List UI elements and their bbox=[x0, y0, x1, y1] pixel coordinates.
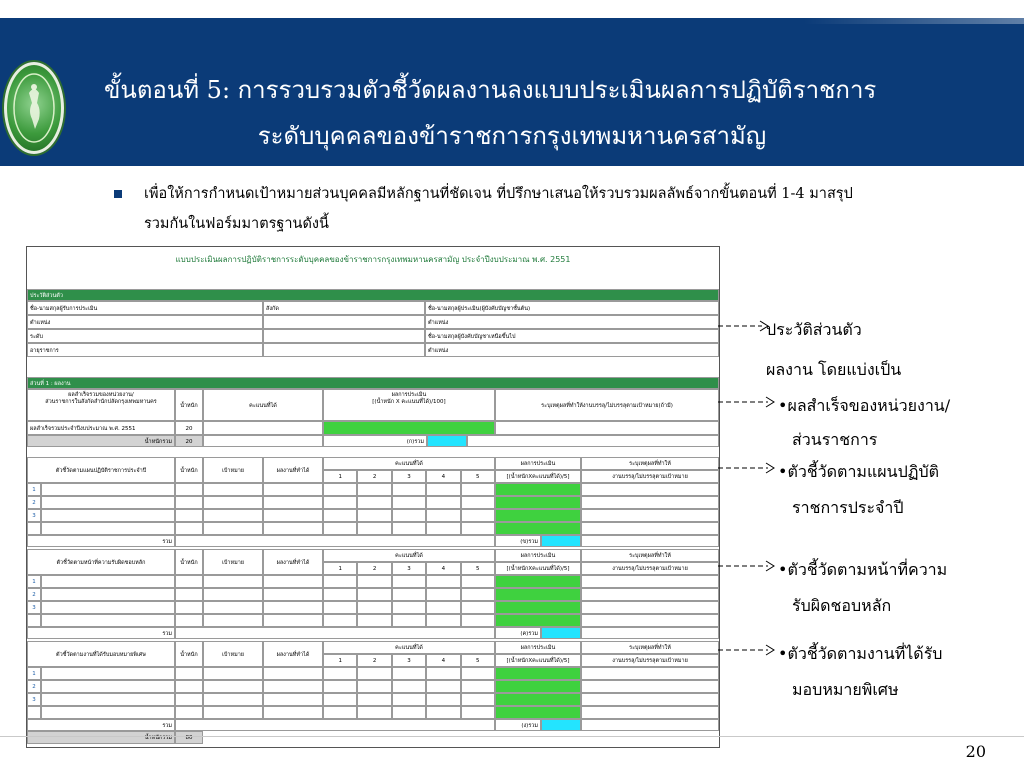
annotation-special-assign-2: มอบหมายพิเศษ bbox=[792, 680, 899, 699]
section-row-result bbox=[263, 496, 323, 509]
section-row-level bbox=[461, 693, 495, 706]
part1-result-header: ผลการประเมิน [(น้ำหนัก X คะแนนที่ได้)/100] bbox=[323, 389, 495, 421]
part1-reason-header: ระบุเหตุผลที่ทำให้งานบรรลุ/ไม่บรรลุตามเป้าหมาย(ถ้ามี) bbox=[495, 389, 719, 421]
section-row-reason bbox=[581, 693, 719, 706]
section-level-header: 3 bbox=[392, 654, 426, 667]
section-row-level bbox=[392, 706, 426, 719]
section-row-number: 1 bbox=[27, 667, 41, 680]
annotation-org-result: •ผลสำเร็จของหน่วยงาน/ bbox=[778, 396, 951, 415]
slide-title-line-2: ระดับบุคคลของข้าราชการกรุงเทพมหานครสามัญ bbox=[257, 122, 767, 150]
personal-right-label: ชื่อ-นามสกุลผู้ประเมิน(ผู้บังคับบัญชาชั้นต้น) bbox=[425, 301, 719, 315]
section-level-header: 2 bbox=[357, 470, 391, 483]
section-name-header: ตัวชี้วัดตามหน้าที่ความรับผิดชอบหลัก bbox=[27, 549, 175, 575]
section-row-level bbox=[323, 483, 357, 496]
section-sum-blank bbox=[175, 627, 495, 639]
section-row-target bbox=[203, 588, 263, 601]
section-row-level bbox=[426, 496, 460, 509]
annotation-personal: ประวัติส่วนตัว bbox=[766, 320, 862, 339]
section-row-reason bbox=[581, 509, 719, 522]
section-row-level bbox=[426, 680, 460, 693]
section-row-level bbox=[323, 693, 357, 706]
personal-mid-cell bbox=[263, 315, 425, 329]
section-target-header: เป้าหมาย bbox=[203, 549, 263, 575]
section-row-level bbox=[323, 614, 357, 627]
section-row-reason bbox=[581, 588, 719, 601]
section-level-header: 4 bbox=[426, 654, 460, 667]
section-level-header: 5 bbox=[461, 654, 495, 667]
section-sum-reason bbox=[581, 627, 719, 639]
section-reason-subheader: งานบรรลุ/ไม่บรรลุตามเป้าหมาย bbox=[581, 470, 719, 483]
part1-band: ส่วนที่ 1 : ผลงาน bbox=[27, 377, 719, 389]
section-row-weight bbox=[175, 614, 203, 627]
section-row-level bbox=[426, 706, 460, 719]
section-row-number bbox=[27, 522, 41, 535]
annotation-performance: ผลงาน โดยแบ่งเป็น bbox=[766, 360, 902, 379]
section-sum-reason bbox=[581, 719, 719, 731]
personal-mid-cell bbox=[263, 343, 425, 357]
section-row-level bbox=[392, 614, 426, 627]
section-subtotal-value bbox=[541, 719, 581, 731]
section-row-level bbox=[461, 667, 495, 680]
section-level-header: 4 bbox=[426, 562, 460, 575]
section-subtotal-value bbox=[541, 535, 581, 547]
section-row-result bbox=[263, 614, 323, 627]
personal-right-label: ตำแหน่ง bbox=[425, 315, 719, 329]
part1-org-header: ผลสำเร็จรวมของหน่วยงาน/ ส่วนราชการในสังกัดสำนักปลัดกรุงเทพมหานคร bbox=[27, 389, 175, 421]
section-level-header: 2 bbox=[357, 562, 391, 575]
section-weight-header: น้ำหนัก bbox=[175, 457, 203, 483]
section-subtotal-label: (ค)รวม bbox=[495, 627, 541, 639]
section-row-eval bbox=[495, 680, 581, 693]
section-row-weight bbox=[175, 601, 203, 614]
section-weight-header: น้ำหนัก bbox=[175, 549, 203, 575]
intro-text-line-2: รวมกันในฟอร์มมาตรฐานดังนี้ bbox=[144, 216, 329, 232]
section-row-level bbox=[461, 509, 495, 522]
square-bullet-icon bbox=[114, 190, 122, 198]
section-row-name bbox=[41, 614, 175, 627]
footer-divider bbox=[0, 736, 1024, 737]
banner-highlight bbox=[804, 18, 1024, 24]
section-reason-subheader: งานบรรลุ/ไม่บรรลุตามเป้าหมาย bbox=[581, 562, 719, 575]
section-row-eval bbox=[495, 496, 581, 509]
section-row-reason bbox=[581, 601, 719, 614]
final-total-label: น้ำหนักรวม bbox=[27, 731, 175, 744]
arrow-icon bbox=[718, 558, 776, 574]
section-row-level bbox=[323, 667, 357, 680]
personal-right-label: ตำแหน่ง bbox=[425, 343, 719, 357]
section-row-reason bbox=[581, 667, 719, 680]
section-row-level bbox=[392, 588, 426, 601]
section-row-result bbox=[263, 575, 323, 588]
section-result-header: ผลงานที่ทำได้ bbox=[263, 457, 323, 483]
section-eval-formula: [(น้ำหนักXคะแนนที่ได้)/5] bbox=[495, 654, 581, 667]
section-row-level bbox=[426, 522, 460, 535]
section-eval-header: ผลการประเมิน bbox=[495, 549, 581, 562]
section-row-level bbox=[323, 588, 357, 601]
section-row-target bbox=[203, 706, 263, 719]
personal-left-label: ตำแหน่ง bbox=[27, 315, 263, 329]
section-row-eval bbox=[495, 483, 581, 496]
section-score-header: คะแนนที่ได้ bbox=[323, 549, 495, 562]
section-row-reason bbox=[581, 575, 719, 588]
section-subtotal-label: (ง)รวม bbox=[495, 719, 541, 731]
section-row-weight bbox=[175, 667, 203, 680]
section-row-reason bbox=[581, 614, 719, 627]
section-row-level bbox=[426, 509, 460, 522]
part1-subtotal-value bbox=[427, 435, 467, 447]
title-banner bbox=[0, 18, 1024, 166]
section-sum-label: รวม bbox=[27, 719, 175, 731]
section-row-level bbox=[392, 483, 426, 496]
section-row-result bbox=[263, 667, 323, 680]
annotation-annual-plan-2: ราชการประจำปี bbox=[792, 498, 904, 517]
section-row-level bbox=[357, 588, 391, 601]
section-row-level bbox=[323, 496, 357, 509]
section-row-weight bbox=[175, 496, 203, 509]
personal-left-label: อายุราชการ bbox=[27, 343, 263, 357]
annotation-org-result-2: ส่วนราชการ bbox=[792, 430, 878, 449]
section-row-level bbox=[426, 483, 460, 496]
part1-total-reason bbox=[467, 435, 719, 447]
part1-total-label: น้ำหนักรวม bbox=[27, 435, 175, 447]
section-row-level bbox=[323, 522, 357, 535]
section-row-name bbox=[41, 588, 175, 601]
section-row-weight bbox=[175, 483, 203, 496]
section-row-reason bbox=[581, 680, 719, 693]
section-row-level bbox=[392, 575, 426, 588]
section-row-level bbox=[357, 575, 391, 588]
part1-row-reason bbox=[495, 421, 719, 435]
section-level-header: 5 bbox=[461, 562, 495, 575]
annotation-core-duty-2: รับผิดชอบหลัก bbox=[792, 596, 892, 615]
section-sum-reason bbox=[581, 535, 719, 547]
section-row-level bbox=[357, 706, 391, 719]
annotation-special-assign: •ตัวชี้วัดตามงานที่ได้รับ bbox=[778, 644, 943, 663]
section-level-header: 3 bbox=[392, 562, 426, 575]
section-row-target bbox=[203, 693, 263, 706]
section-weight-header: น้ำหนัก bbox=[175, 641, 203, 667]
section-row-weight bbox=[175, 706, 203, 719]
section-result-header: ผลงานที่ทำได้ bbox=[263, 641, 323, 667]
annotation-annual-plan: •ตัวชี้วัดตามแผนปฏิบัติ bbox=[778, 462, 940, 481]
section-row-level bbox=[461, 483, 495, 496]
part1-subtotal-label: (ก)รวม bbox=[323, 435, 427, 447]
section-row-level bbox=[323, 680, 357, 693]
section-level-header: 1 bbox=[323, 562, 357, 575]
section-row-level bbox=[426, 614, 460, 627]
part1-row-weight: 20 bbox=[175, 421, 203, 435]
section-row-number bbox=[27, 614, 41, 627]
section-row-result bbox=[263, 522, 323, 535]
section-row-level bbox=[392, 496, 426, 509]
section-row-level bbox=[357, 496, 391, 509]
section-row-number: 3 bbox=[27, 509, 41, 522]
section-row-target bbox=[203, 509, 263, 522]
section-row-result bbox=[263, 601, 323, 614]
section-row-level bbox=[357, 614, 391, 627]
section-row-level bbox=[392, 667, 426, 680]
section-row-name bbox=[41, 483, 175, 496]
section-row-level bbox=[357, 522, 391, 535]
part1-row-label: ผลสำเร็จรวมประจำปีงบประมาณ พ.ศ. 2551 bbox=[27, 421, 175, 435]
personal-left-label: ชื่อ-นามสกุลผู้รับการประเมิน bbox=[27, 301, 263, 315]
section-eval-formula: [(น้ำหนักXคะแนนที่ได้)/5] bbox=[495, 470, 581, 483]
section-row-reason bbox=[581, 522, 719, 535]
personal-band: ประวัติส่วนตัว bbox=[27, 289, 719, 301]
section-row-eval bbox=[495, 601, 581, 614]
section-eval-header: ผลการประเมิน bbox=[495, 457, 581, 470]
section-row-target bbox=[203, 575, 263, 588]
section-row-level bbox=[461, 575, 495, 588]
section-row-number: 2 bbox=[27, 496, 41, 509]
section-row-weight bbox=[175, 693, 203, 706]
annotation-core-duty: •ตัวชี้วัดตามหน้าที่ความ bbox=[778, 560, 948, 579]
section-row-eval bbox=[495, 575, 581, 588]
section-row-level bbox=[426, 667, 460, 680]
section-row-result bbox=[263, 680, 323, 693]
section-name-header: ตัวชี้วัดตามงานที่ได้รับมอบหมายพิเศษ bbox=[27, 641, 175, 667]
section-reason-header: ระบุเหตุผลที่ทำให้ bbox=[581, 549, 719, 562]
section-row-number: 1 bbox=[27, 483, 41, 496]
section-row-weight bbox=[175, 509, 203, 522]
section-row-level bbox=[461, 496, 495, 509]
part1-row-score bbox=[203, 421, 323, 435]
section-row-level bbox=[357, 667, 391, 680]
section-row-level bbox=[392, 693, 426, 706]
section-row-eval bbox=[495, 667, 581, 680]
section-row-level bbox=[392, 680, 426, 693]
evaluation-form bbox=[26, 246, 720, 748]
section-eval-formula: [(น้ำหนักXคะแนนที่ได้)/5] bbox=[495, 562, 581, 575]
personal-mid-cell: สังกัด bbox=[263, 301, 425, 315]
section-row-level bbox=[357, 680, 391, 693]
section-level-header: 5 bbox=[461, 470, 495, 483]
section-row-level bbox=[392, 509, 426, 522]
section-row-number: 2 bbox=[27, 588, 41, 601]
section-row-result bbox=[263, 509, 323, 522]
section-row-name bbox=[41, 522, 175, 535]
section-row-level bbox=[461, 588, 495, 601]
section-row-level bbox=[323, 509, 357, 522]
section-row-target bbox=[203, 680, 263, 693]
section-row-result bbox=[263, 693, 323, 706]
form-title: แบบประเมินผลการปฏิบัติราชการระดับบุคคลของข้าราชการกรุงเทพมหานครสามัญ ประจำปีงบประมาณ พ.ศ. 2551 bbox=[175, 255, 571, 264]
section-row-eval bbox=[495, 509, 581, 522]
section-row-level bbox=[461, 614, 495, 627]
section-row-name bbox=[41, 575, 175, 588]
section-row-target bbox=[203, 601, 263, 614]
personal-right-label: ชื่อ-นามสกุลผู้บังคับบัญชาเหนือขึ้นไป bbox=[425, 329, 719, 343]
arrow-icon bbox=[718, 642, 776, 658]
personal-left-label: ระดับ bbox=[27, 329, 263, 343]
arrow-icon bbox=[718, 394, 776, 410]
section-row-eval bbox=[495, 588, 581, 601]
section-row-eval bbox=[495, 614, 581, 627]
section-row-reason bbox=[581, 496, 719, 509]
section-row-number: 3 bbox=[27, 693, 41, 706]
section-row-level bbox=[426, 575, 460, 588]
arrow-icon bbox=[718, 318, 770, 334]
section-sum-label: รวม bbox=[27, 535, 175, 547]
section-row-result bbox=[263, 588, 323, 601]
section-row-level bbox=[426, 693, 460, 706]
section-row-level bbox=[323, 706, 357, 719]
section-level-header: 1 bbox=[323, 654, 357, 667]
section-row-name bbox=[41, 509, 175, 522]
section-row-level bbox=[426, 588, 460, 601]
section-row-target bbox=[203, 483, 263, 496]
final-total-value: 80 bbox=[175, 731, 203, 744]
section-row-name bbox=[41, 601, 175, 614]
section-row-number: 1 bbox=[27, 575, 41, 588]
section-level-header: 2 bbox=[357, 654, 391, 667]
section-sum-blank bbox=[175, 719, 495, 731]
section-subtotal-value bbox=[541, 627, 581, 639]
part1-weight-header: น้ำหนัก bbox=[175, 389, 203, 421]
section-row-target bbox=[203, 614, 263, 627]
section-row-name bbox=[41, 706, 175, 719]
section-row-level bbox=[461, 706, 495, 719]
part1-row-result bbox=[323, 421, 495, 435]
section-target-header: เป้าหมาย bbox=[203, 457, 263, 483]
section-row-weight bbox=[175, 588, 203, 601]
slide-title-line-1: ขั้นตอนที่ 5: การรวบรวมตัวชี้วัดผลงานลงแบบประเมินผลการปฏิบัติราชการ bbox=[104, 76, 877, 104]
section-reason-header: ระบุเหตุผลที่ทำให้ bbox=[581, 457, 719, 470]
section-row-level bbox=[461, 601, 495, 614]
section-target-header: เป้าหมาย bbox=[203, 641, 263, 667]
section-sum-blank bbox=[175, 535, 495, 547]
section-row-eval bbox=[495, 706, 581, 719]
section-row-eval bbox=[495, 693, 581, 706]
section-row-level bbox=[392, 522, 426, 535]
personal-mid-cell bbox=[263, 329, 425, 343]
section-reason-header: ระบุเหตุผลที่ทำให้ bbox=[581, 641, 719, 654]
section-row-name bbox=[41, 680, 175, 693]
section-subtotal-label: (ข)รวม bbox=[495, 535, 541, 547]
section-row-result bbox=[263, 483, 323, 496]
section-row-level bbox=[461, 522, 495, 535]
section-level-header: 4 bbox=[426, 470, 460, 483]
section-row-name bbox=[41, 667, 175, 680]
section-row-level bbox=[323, 575, 357, 588]
section-eval-header: ผลการประเมิน bbox=[495, 641, 581, 654]
section-row-number: 2 bbox=[27, 680, 41, 693]
section-row-level bbox=[426, 601, 460, 614]
section-row-target bbox=[203, 522, 263, 535]
section-row-reason bbox=[581, 483, 719, 496]
section-score-header: คะแนนที่ได้ bbox=[323, 457, 495, 470]
section-sum-label: รวม bbox=[27, 627, 175, 639]
section-row-number bbox=[27, 706, 41, 719]
section-result-header: ผลงานที่ทำได้ bbox=[263, 549, 323, 575]
section-row-level bbox=[357, 601, 391, 614]
part1-total-score bbox=[203, 435, 323, 447]
section-row-target bbox=[203, 667, 263, 680]
section-row-target bbox=[203, 496, 263, 509]
page-number: 20 bbox=[965, 742, 986, 761]
section-row-level bbox=[461, 680, 495, 693]
section-row-name bbox=[41, 693, 175, 706]
section-row-weight bbox=[175, 575, 203, 588]
section-row-number: 3 bbox=[27, 601, 41, 614]
part1-score-header: คะแนนที่ได้ bbox=[203, 389, 323, 421]
section-row-level bbox=[392, 601, 426, 614]
section-row-level bbox=[357, 509, 391, 522]
section-row-result bbox=[263, 706, 323, 719]
arrow-icon bbox=[718, 460, 776, 476]
part1-total-weight: 20 bbox=[175, 435, 203, 447]
section-row-level bbox=[323, 601, 357, 614]
section-name-header: ตัวชี้วัดตามแผนปฏิบัติราชการประจำปี bbox=[27, 457, 175, 483]
section-row-level bbox=[357, 693, 391, 706]
section-row-weight bbox=[175, 680, 203, 693]
section-row-reason bbox=[581, 706, 719, 719]
section-row-name bbox=[41, 496, 175, 509]
section-row-level bbox=[357, 483, 391, 496]
section-level-header: 3 bbox=[392, 470, 426, 483]
intro-text-line-1: เพื่อให้การกำหนดเป้าหมายส่วนบุคคลมีหลักฐานที่ชัดเจน ที่ปรึกษาเสนอให้รวบรวมผลลัพธ์จากขั้นตอนที่ 1-4 มาสรุป bbox=[144, 186, 853, 202]
section-row-weight bbox=[175, 522, 203, 535]
section-reason-subheader: งานบรรลุ/ไม่บรรลุตามเป้าหมาย bbox=[581, 654, 719, 667]
section-level-header: 1 bbox=[323, 470, 357, 483]
section-score-header: คะแนนที่ได้ bbox=[323, 641, 495, 654]
section-row-eval bbox=[495, 522, 581, 535]
